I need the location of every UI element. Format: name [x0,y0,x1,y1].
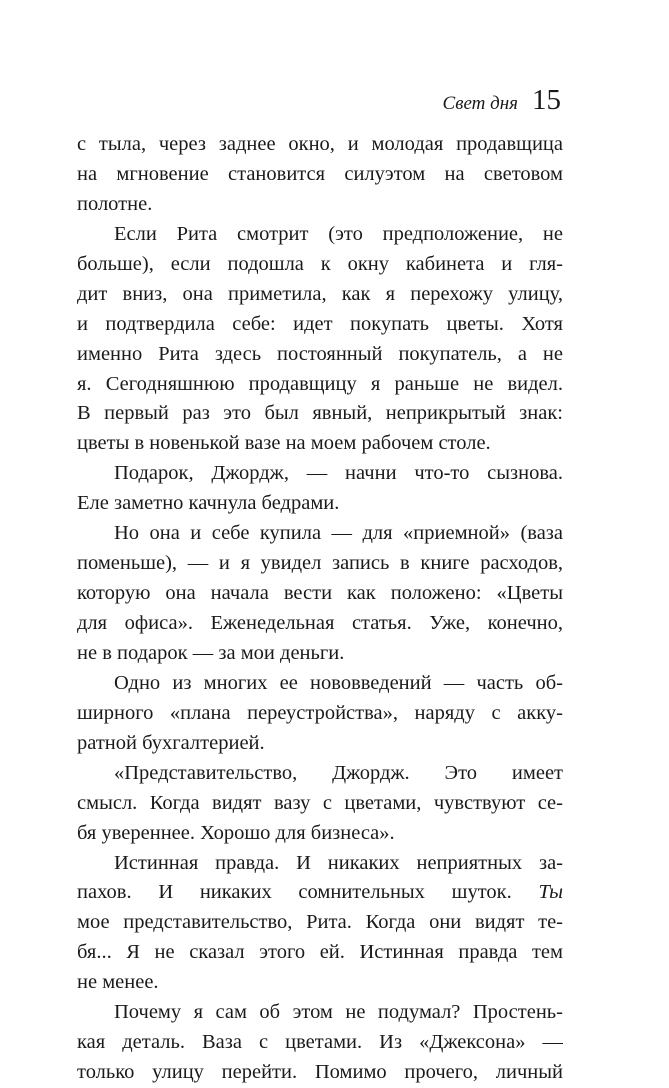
text-line: не в подарок — за мои деньги. [77,641,345,664]
running-head-title: Свет дня [442,93,518,114]
text-line: именно Рита здесь постоянный покупатель, а не [77,342,563,365]
text-line: я. Сегодняшнюю продавщицу я раньше не видел. [77,372,563,395]
text-line: Но она и себе купила — для «приемной» (ваза [114,522,563,545]
text-line: смысл. Когда видят вазу с цветами, чувствуют се- [77,791,563,814]
text-line: Почему я сам об этом не подумал? Простень- [114,1001,563,1024]
text-line: кая деталь. Ваза с цветами. Из «Джексона» — [77,1031,563,1054]
text-line: с тыла, через заднее окно, и молодая продавщица [77,133,563,155]
text-line: дит вниз, она приметила, как я перехожу улицу, [77,282,563,305]
text-line: Если Рита смотрит (это предположение, не [114,222,563,245]
italic-word: Ты [538,881,563,904]
text-line: не менее. [77,971,159,994]
text-line: больше), если подошла к окну кабинета и гля- [77,252,563,275]
text-line: поменьше), — и я увидел запись в книге расходов, [77,552,563,575]
text-line: Одно из многих ее нововведений — часть об- [114,671,563,694]
text-line: ширного «плана переустройства», наряду с акку- [77,701,563,724]
text-line: которую она начала вести как положено: «Цветы [77,582,563,605]
page-number: 15 [532,84,561,116]
text-line: мое представительство, Рита. Когда они видят те- [77,911,563,934]
text-line: только улицу перейти. Помимо прочего, личный [77,1061,563,1084]
text-line: В первый раз это был явный, неприкрытый знак: [77,402,563,425]
body-text [77,130,563,1088]
text-line: на мгновение становится силуэтом на световом [77,162,563,185]
text-line: Еле заметно качнула бедрами. [77,492,340,515]
text-line: ратной бухгалтерией. [77,731,265,754]
running-head [443,84,561,124]
text-line: полотне. [77,192,153,215]
text-line: и подтвердила себе: идет покупать цветы. Хотя [77,312,563,335]
text-line: Истинная правда. И никаких неприятных за- [114,851,563,874]
text-line: «Представительство, Джордж. Это имеет [114,761,563,784]
text-line [77,878,563,908]
text-segment: пахов. И никаких сомнительных шуток. [77,881,512,904]
text-line: бя увереннее. Хорошо для бизнеса». [77,821,395,844]
text-line: бя... Я не сказал этого ей. Истинная правда тем [77,941,563,964]
text-line: для офиса». Еженедельная статья. Уже, конечно, [77,612,563,634]
text-line: цветы в новенькой вазе на моем рабочем столе. [77,432,491,455]
text-line: Подарок, Джордж, — начни что-то сызнова. [114,462,563,485]
